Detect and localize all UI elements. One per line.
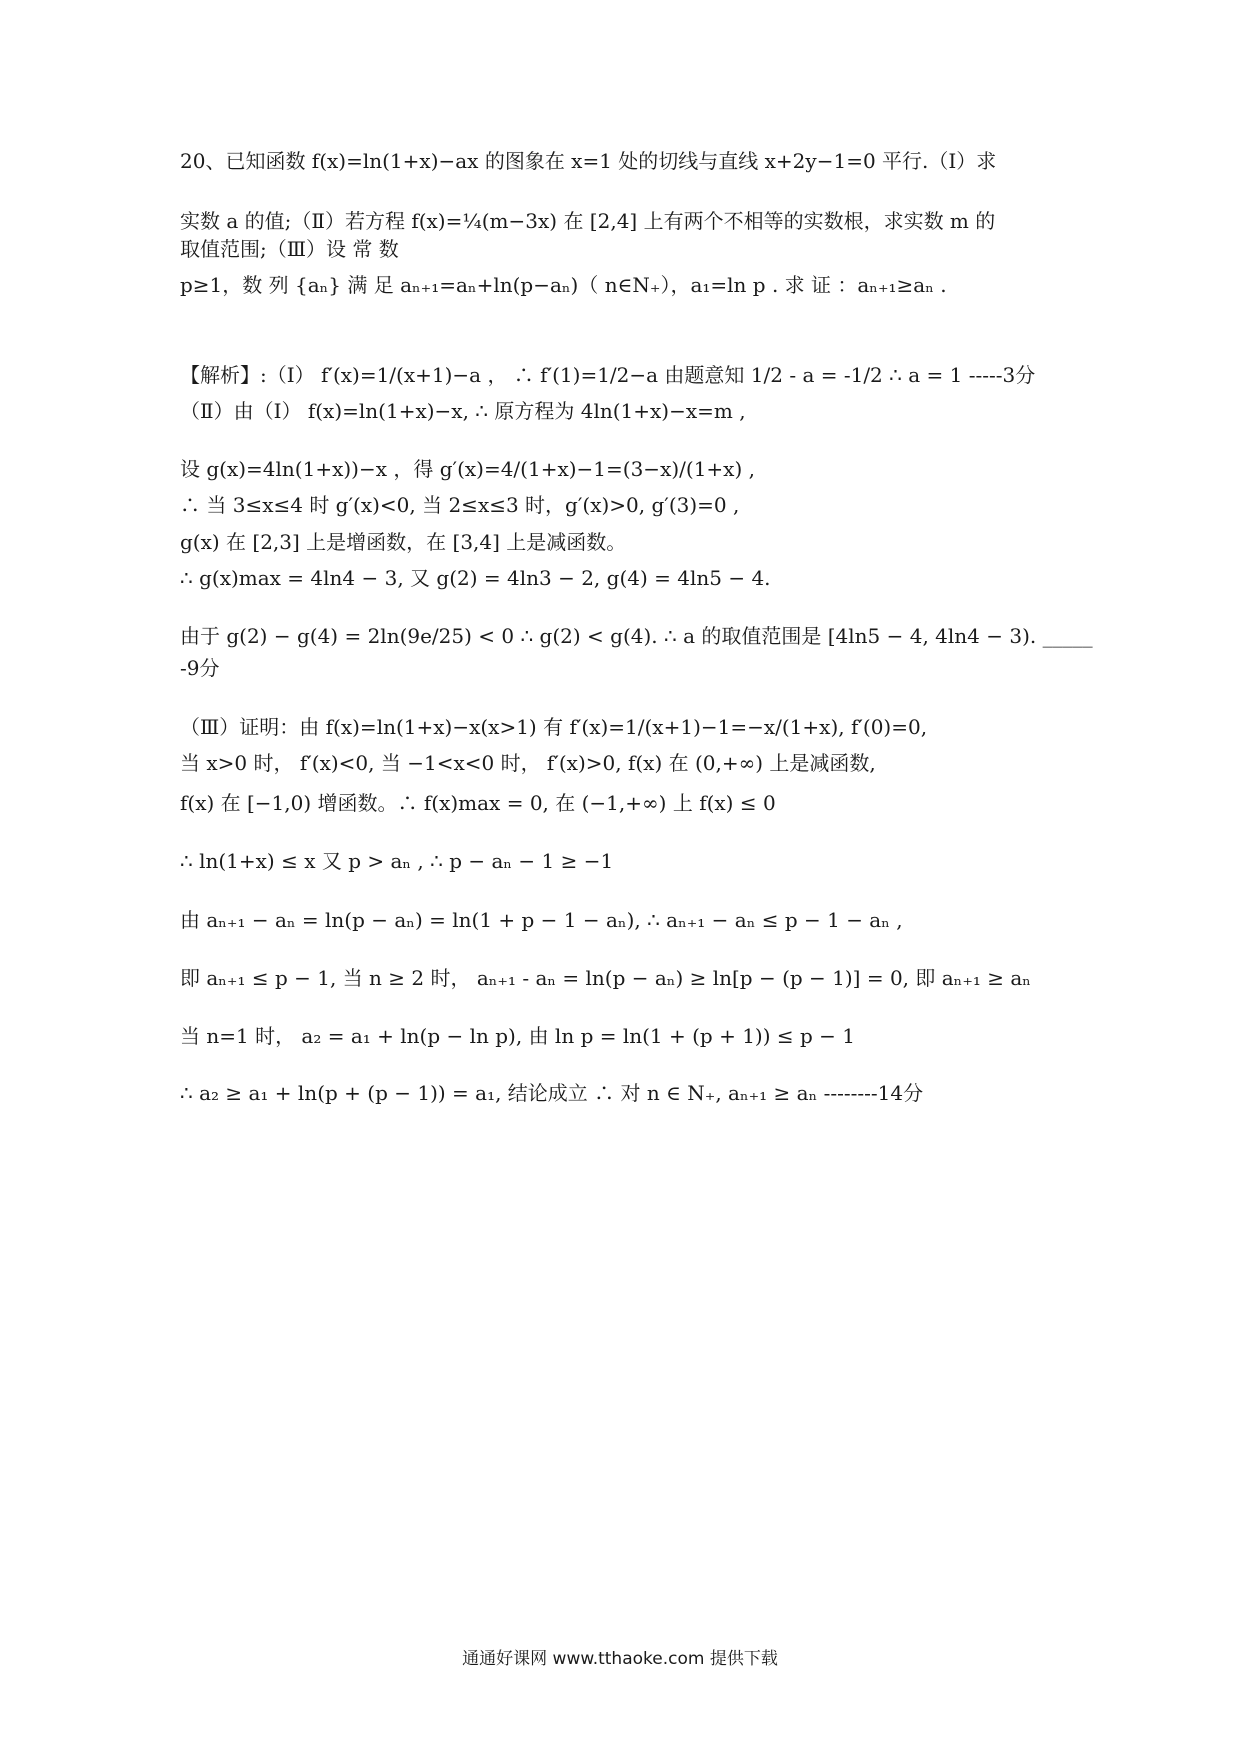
solution-line-12: ∴ ln(1+x) ≤ x 又 p > aₙ , ∴ p − aₙ − 1 ≥ −1 [180, 849, 614, 873]
solution-line-15: 当 n=1 时， a₂ = a₁ + ln(p − ln p), 由 ln p = ln(1 + (p + 1)) ≤ p − 1 [180, 1024, 855, 1048]
problem-line-4: p≥1，数 列 {aₙ} 满 足 aₙ₊₁=aₙ+ln(p−aₙ)（ n∈N₊），a₁=ln p . 求 证 ：aₙ₊₁≥aₙ . [180, 273, 947, 297]
problem-line-1: 20、已知函数 f(x)=ln(1+x)−ax 的图象在 x=1 处的切线与直线 x+2y−1=0 平行.（Ⅰ）求 [180, 149, 997, 173]
solution-line-1: 【解析】:（Ⅰ） f′(x)=1/(x+1)−a ， ∴ f′(1)=1/2−a 由题意知 1/2 - a = -1/2 ∴ a = 1 -----3分 [180, 363, 1036, 387]
solution-line-16: ∴ a₂ ≥ a₁ + ln(p + (p − 1)) = a₁, 结论成立 ∴ 对 n ∈ N₊, aₙ₊₁ ≥ aₙ --------14分 [180, 1081, 924, 1105]
solution-line-8: -9分 [180, 656, 220, 680]
problem-line-3: 取值范围;（Ⅲ）设 常 数 [180, 237, 399, 261]
solution-line-11: f(x) 在 [−1,0) 增函数。∴ f(x)max = 0, 在 (−1,+∞) 上 f(x) ≤ 0 [180, 791, 776, 815]
solution-line-13: 由 aₙ₊₁ − aₙ = ln(p − aₙ) = ln(1 + p − 1 − aₙ), ∴ aₙ₊₁ − aₙ ≤ p − 1 − aₙ , [180, 908, 903, 932]
solution-line-7: 由于 g(2) − g(4) = 2ln(9e/25) < 0 ∴ g(2) < g(4). ∴ a 的取值范围是 [4ln5 − 4, 4ln4 − 3). _____ [180, 624, 1093, 648]
solution-line-9: （Ⅲ）证明：由 f(x)=ln(1+x)−x(x>1) 有 f′(x)=1/(x+1)−1=−x/(1+x), f′(0)=0, [180, 715, 928, 739]
solution-line-5: g(x) 在 [2,3] 上是增函数，在 [3,4] 上是减函数。 [180, 530, 627, 554]
solution-line-10: 当 x>0 时， f′(x)<0, 当 −1<x<0 时， f′(x)>0, f(x) 在 (0,+∞) 上是减函数, [180, 751, 876, 775]
footer-source: 通通好课网 www.tthaoke.com 提供下载 [462, 1649, 778, 1669]
solution-line-2: （Ⅱ）由（Ⅰ） f(x)=ln(1+x)−x, ∴ 原方程为 4ln(1+x)−x=m , [180, 399, 746, 423]
solution-line-4: ∴ 当 3≤x≤4 时 g′(x)<0, 当 2≤x≤3 时，g′(x)>0, g′(3)=0 , [180, 493, 740, 517]
solution-line-6: ∴ g(x)max = 4ln4 − 3, 又 g(2) = 4ln3 − 2, g(4) = 4ln5 − 4. [180, 566, 771, 590]
solution-line-3: 设 g(x)=4ln(1+x))−x ，得 g′(x)=4/(1+x)−1=(3−x)/(1+x) , [180, 457, 755, 481]
solution-line-14: 即 aₙ₊₁ ≤ p − 1, 当 n ≥ 2 时， aₙ₊₁ - aₙ = ln(p − aₙ) ≥ ln[p − (p − 1)] = 0, 即 aₙ₊₁ ≥ aₙ [180, 966, 1031, 990]
problem-line-2: 实数 a 的值;（Ⅱ）若方程 f(x)=¼(m−3x) 在 [2,4] 上有两个不相等的实数根，求实数 m 的 [180, 209, 996, 233]
